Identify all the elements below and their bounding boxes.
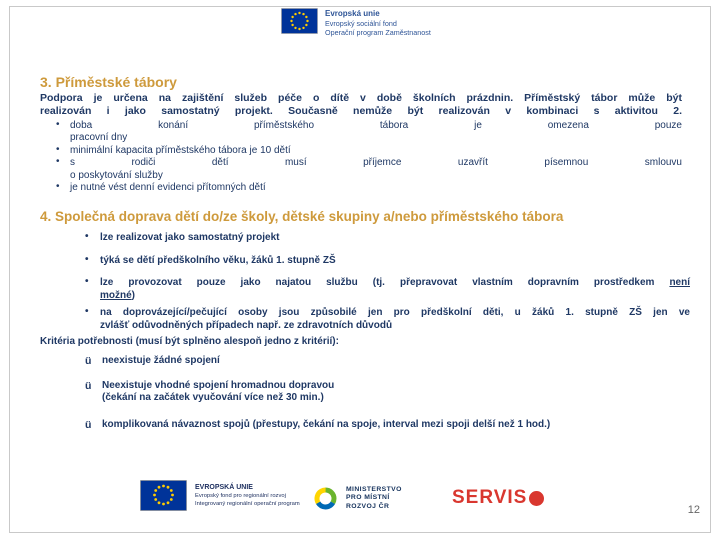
irop-eu-logo [140,480,300,511]
page-number: 12 [687,504,700,516]
bullet-item [40,232,690,245]
section-3-title: 3. Příměstské tábory [40,74,177,90]
bullet-marker: • [56,143,60,155]
bullet-marker: • [85,253,89,265]
check-marker: ü [85,418,92,431]
section-4-title: 4. Společná doprava dětí do/ze školy, dětské skupiny a/nebo příměstského tábora [40,209,564,224]
serviso-o-disc [529,491,544,506]
criteria-text: komplikovaná návaznost spojů (přestupy, čekání na spoje, interval mezi spoji delší než 1 hod.) [102,418,551,430]
bullet-item [40,145,682,157]
bullet-text: doba konání příměstského tábora je omezena pouze [70,120,682,131]
eu-flag-icon [281,8,318,34]
underlined-text: není [669,277,690,288]
section-4-bullet-list [40,232,690,332]
criteria-list [40,355,690,431]
irop-logo-line-3: Integrovaný regionální operační program [195,501,300,507]
bullet-marker: • [85,276,89,287]
bullet-text: týká se dětí předškolního věku, žáků 1. stupně ZŠ [100,254,336,266]
paragraph-line: realizován i jako samostatný projekt. Současně nemůže být realizován v kombinaci s aktivitou 2. [40,105,682,117]
criteria-text: neexistuje žádné spojení [102,355,220,366]
section-3-bullet-list [40,120,682,194]
underlined-text: možné [100,289,132,301]
bullet-marker: • [56,156,60,168]
bullet-text: lze realizovat jako samostatný projekt [100,232,280,243]
ministry-logo-line-1: MINISTERSTVO [346,485,402,493]
ministry-logo-line-2: PRO MÍSTNÍ [346,494,390,502]
ministry-logo-line-3: ROZVOJ ČR [346,502,390,510]
bullet-text-segment: lze provozovat pouze jako najatou službu (tj. přepravovat vlastním dopravním prostředkem [100,277,670,288]
irop-logo-line-2: Evropský fond pro regionální rozvoj [195,493,286,499]
section-3-paragraph [40,92,682,118]
header-logo-line-3: Operační program Zaměstnanost [325,28,431,38]
criteria-item [40,355,690,368]
bullet-item [40,255,690,268]
criteria-text: Neexistuje vhodné spojení hromadnou dopravou [102,379,335,391]
bullet-text [100,290,690,303]
check-marker: ü [85,355,92,367]
bullet-item [40,277,690,302]
serviso-logo [452,487,544,509]
bullet-text-segment: ) [131,289,136,301]
serviso-wordmark: SERVIS [452,487,528,508]
irop-logo-line-1: EVROPSKÁ UNIE [195,484,253,491]
bullet-text: je nutné vést denní evidenci přítomných dětí [70,182,266,194]
eu-header-logo [281,8,431,38]
bullet-text: s rodiči dětí musí příjemce uzavřít písemnou smlouvu [70,157,682,169]
bullet-text [100,277,690,290]
bullet-item [40,157,682,182]
ministry-logo [312,485,402,512]
bullet-marker: • [85,231,89,242]
header-logo-line-1: Evropská unie [325,9,380,18]
bullet-marker: • [56,181,60,193]
bullet-text: minimální kapacita příměstského tábora je 10 dětí [70,144,291,156]
bullet-text: pracovní dny [70,132,128,144]
eu-flag-icon [140,480,187,511]
bullet-item [40,120,682,145]
criteria-item [40,419,690,432]
bullet-item [40,182,682,194]
ministry-emblem-icon [312,485,339,512]
criteria-text: (čekání na začátek vyučování více než 30 min.) [102,392,324,403]
criteria-heading: Kritéria potřebnosti (musí být splněno alespoň jedno z kritérií): [40,336,339,347]
bullet-marker: • [85,306,89,317]
bullet-item [40,307,690,332]
bullet-text: zvlášť odůvodněných případech např. ze zdravotních důvodů [100,319,393,331]
check-marker: ü [85,379,92,392]
paragraph-line: Podpora je určena na zajištění služeb péče o dítě v době školních prázdnin. Příměstský tábor může být [40,92,682,104]
bullet-marker: • [56,119,60,130]
header-logo-line-2: Evropský sociální fond [325,19,397,28]
bullet-text: na doprovázející/pečující osoby jsou způsobilé jen pro předškolní děti, u žáků 1. stupně ZŠ jen ve [100,307,690,318]
criteria-item [40,380,690,405]
bullet-text: o poskytování služby [70,169,163,181]
